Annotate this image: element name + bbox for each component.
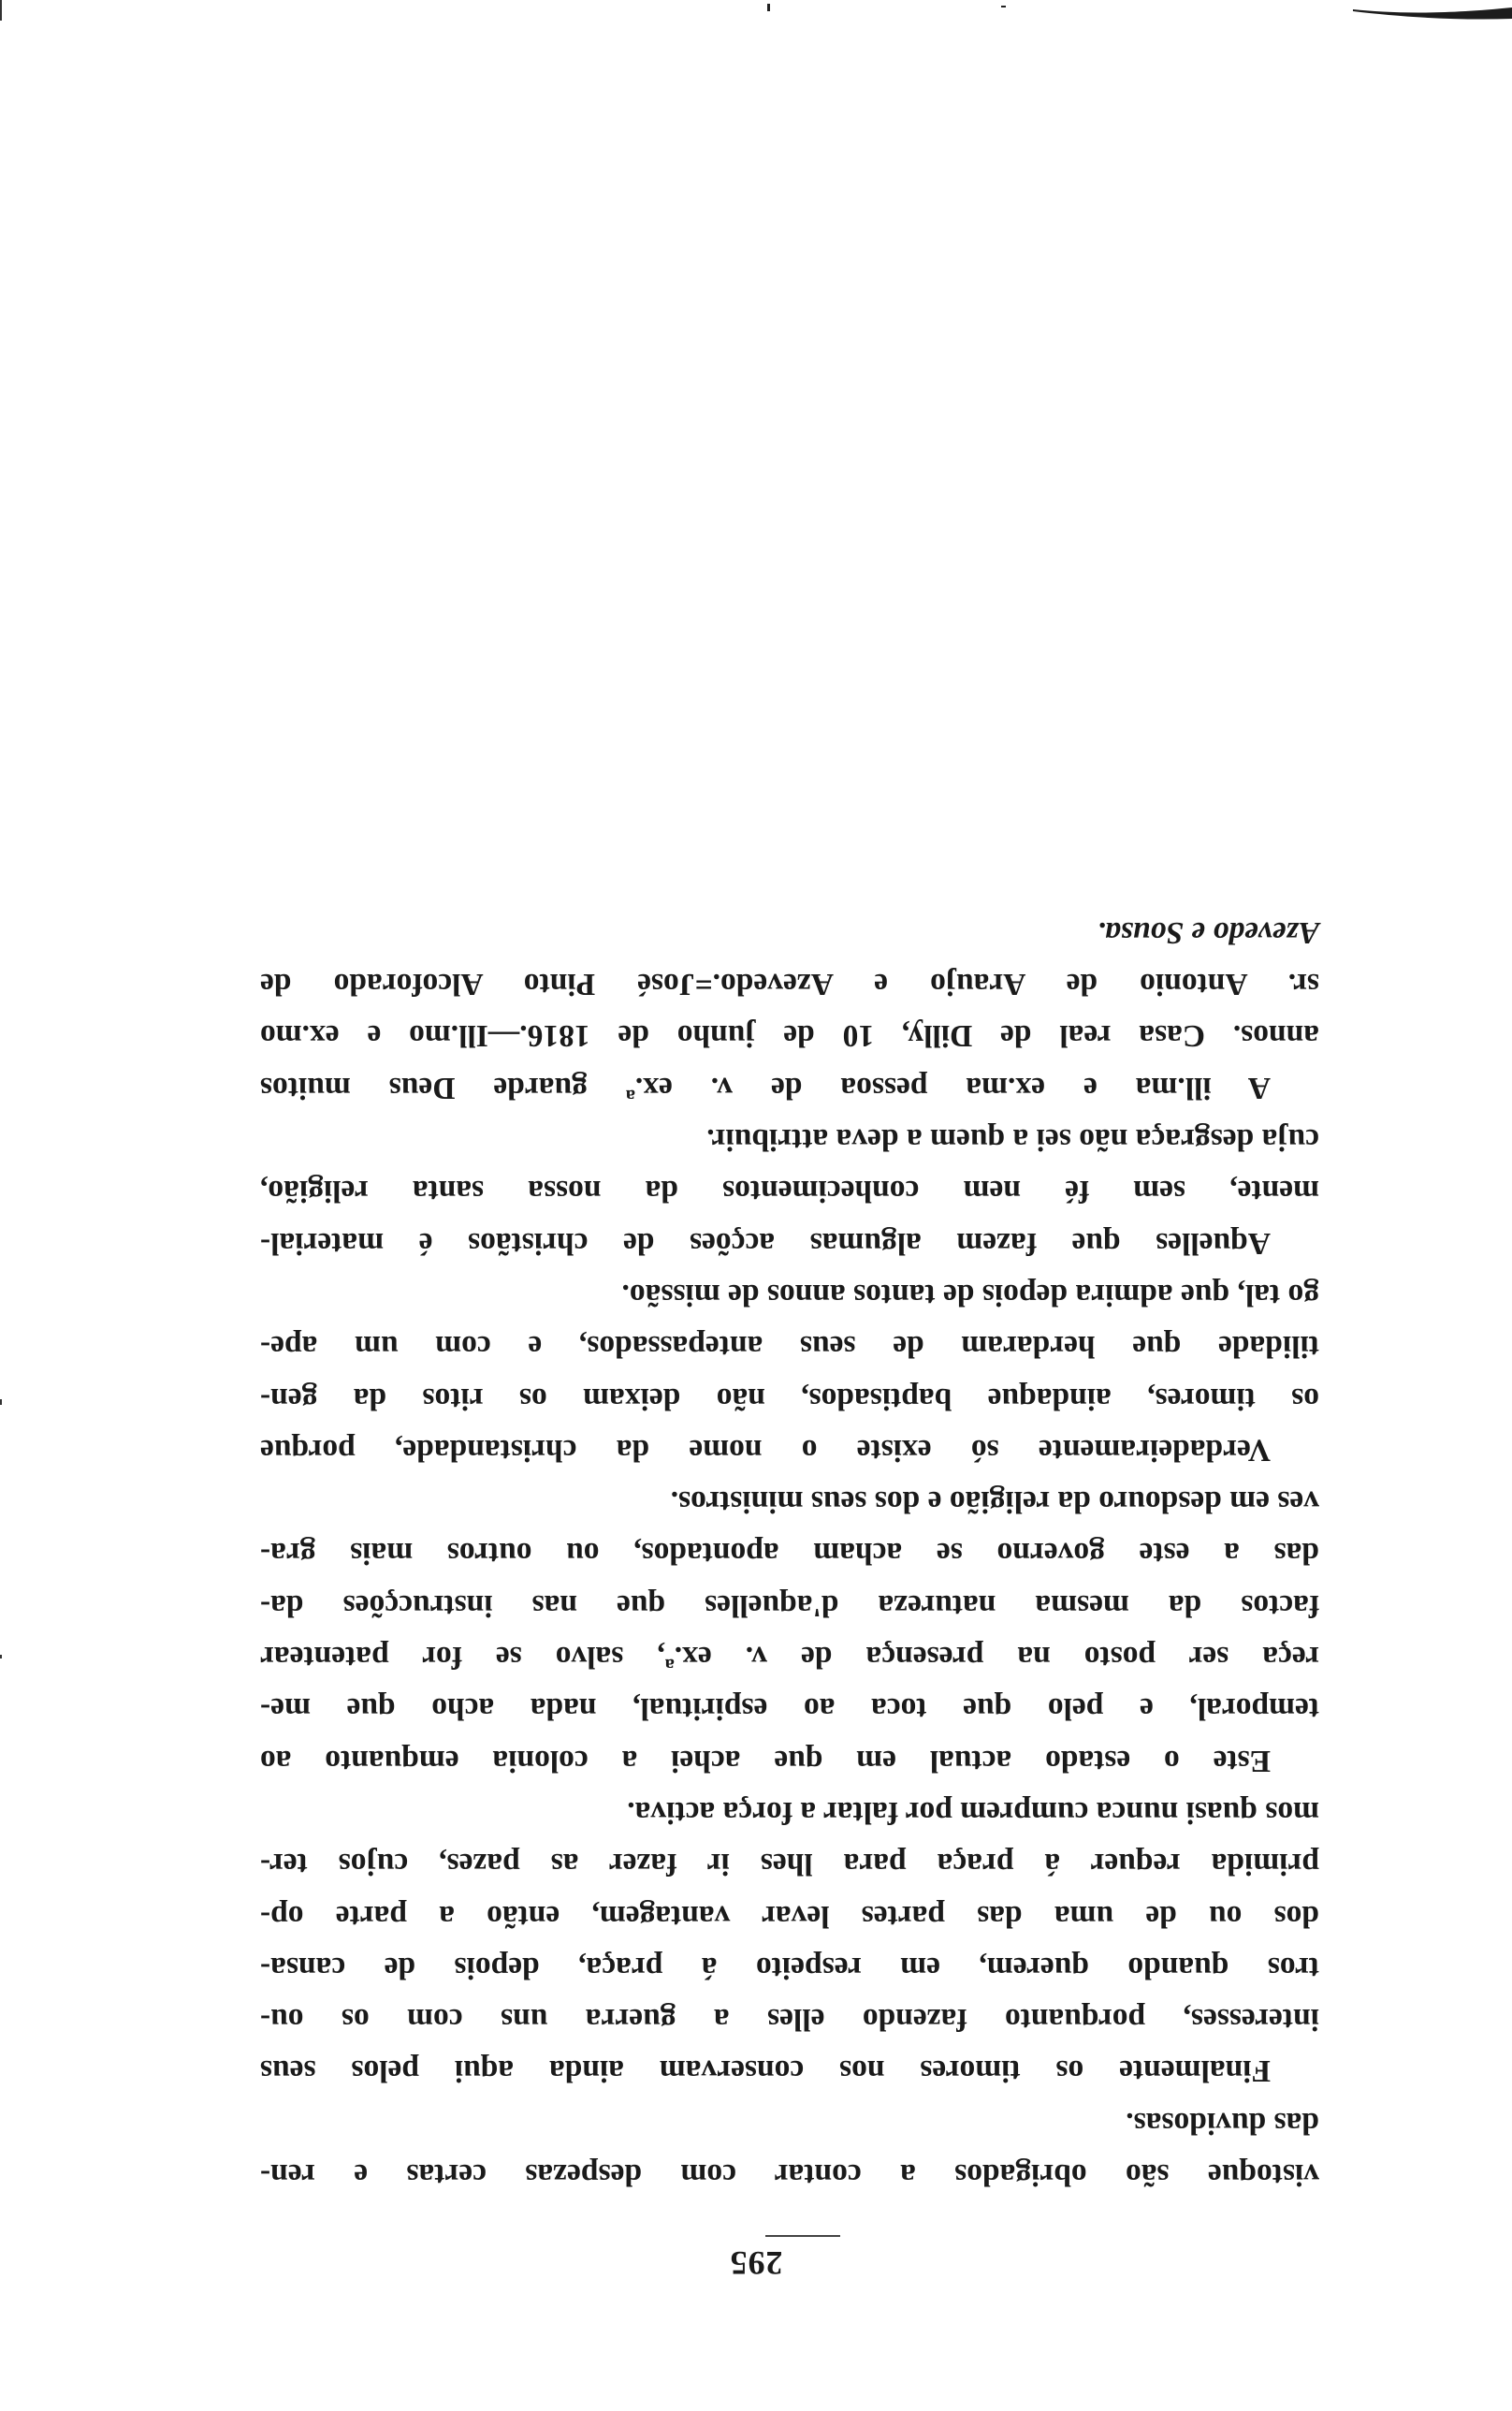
text-line: ves em desdouro da religião e dos seus ministros. — [670, 1484, 1319, 1520]
text-line: annos. Casa real de Dilly, 10 de junho de 1816.—Ill.mo e ex.mo — [260, 1018, 1319, 1054]
text-line: mente, sem fé nem conhecimentos da nossa santa religião, — [260, 1174, 1319, 1209]
text-line: sr. Antonio de Araujo e Azevedo.=José Pinto Alcoforado de — [260, 967, 1319, 1002]
text-line: tros quando querem, em respeito á praça, depois de cansa- — [260, 1950, 1319, 1985]
text-line: vistoque são obrigados a contar com despezas certas e ren- — [260, 2157, 1319, 2192]
text-line: dos ou de uma das partes levar vantagem, então a parte op- — [260, 1898, 1319, 1934]
text-line: os timores, aindaque baptisados, não deixam os ritos da gen- — [260, 1381, 1319, 1416]
text-line: Verdadeiramente só existe o nome da christandade, porque — [260, 1432, 1271, 1468]
text-line: Aquelles que fazem algumas acções de christãos é material- — [260, 1225, 1271, 1261]
page-number: 295 — [729, 2244, 783, 2282]
text-line: factos da mesma natureza d'aquelles que nas instrucções da- — [260, 1587, 1319, 1623]
body-text — [260, 907, 1319, 2200]
text-line: tilidade que herdaram de seus antepassados, e com um ape- — [260, 1329, 1319, 1365]
text-line: A ill.ma e ex.ma pessoa de v. ex.ª guarde Deus muitos — [260, 1070, 1271, 1105]
text-line: go tal, que admira depois de tantos annos de missão. — [621, 1277, 1319, 1312]
text-line: cuja desgraça não sei a quem a deva attribuir. — [706, 1122, 1319, 1158]
text-line: temporal, e pelo que toca ao espiritual, nada acho que me- — [260, 1691, 1319, 1727]
text-line: primida requer á praça para lhes ir fazer as pazes, cujos ter- — [260, 1847, 1319, 1882]
text-line: mos quasi nunca cumprem por faltar a força activa. — [627, 1794, 1319, 1830]
text-line: das duvidosas. — [1126, 2105, 1319, 2141]
text-line: Este o estado actual em que achei a colonia emquanto ao — [260, 1743, 1271, 1778]
text-line: das a este governo se acham apontados, ou outros mais gra- — [260, 1536, 1319, 1571]
text-line: interesses, porquanto fazendo elles a guerra uns com os ou- — [260, 2002, 1319, 2038]
text-line: reça ser posto na presença de v. ex.ª, salvo se for patentear — [260, 1640, 1319, 1675]
page-number-rule — [765, 2235, 840, 2237]
text-line: Finalmente os timores nos conservam ainda aqui pelos seus — [260, 2053, 1271, 2089]
signature-line: Azevedo e Sousa. — [1097, 914, 1319, 950]
